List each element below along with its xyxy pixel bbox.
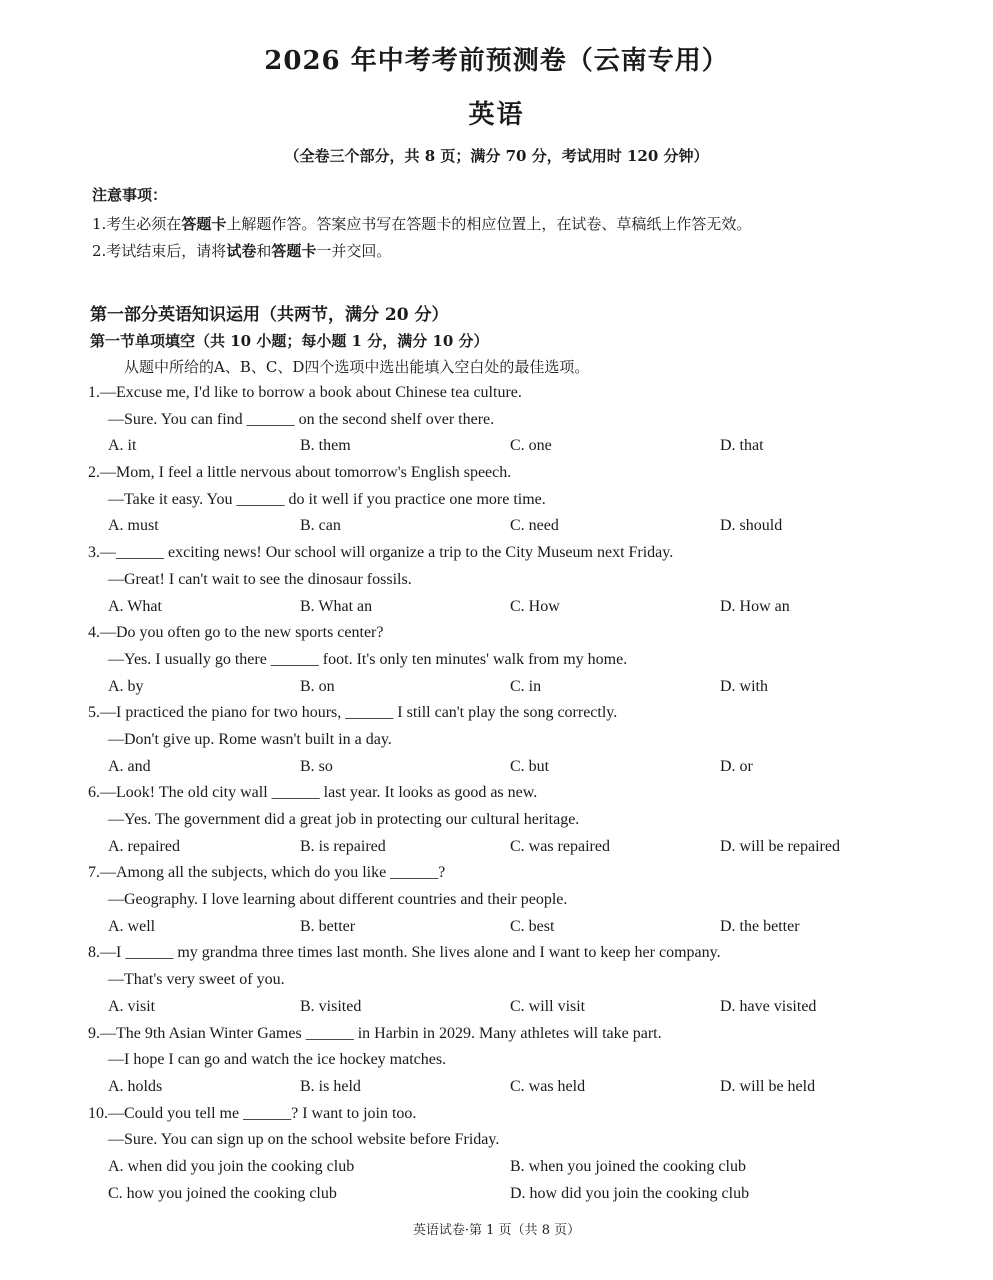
answer-option[interactable]: D. How an — [720, 597, 790, 615]
answer-option[interactable]: D. have visited — [720, 997, 817, 1015]
option-row — [88, 1181, 968, 1208]
answer-option[interactable]: A. and — [108, 757, 151, 775]
question-stem: 7.—Among all the subjects, which do you like ______? — [88, 864, 446, 882]
answer-option[interactable]: C. need — [510, 517, 559, 535]
question-stem: 5.—I practiced the piano for two hours, ______ I still can't play the song correctly. — [88, 704, 618, 722]
answer-option[interactable]: B. them — [300, 437, 351, 455]
option-row — [88, 594, 968, 621]
answer-option[interactable]: A. well — [108, 917, 156, 935]
option-row — [88, 834, 968, 861]
section-one-heading: 第一节单项填空（共 10 小题；每小题 1 分，满分 10 分） — [90, 332, 489, 350]
option-row — [88, 1154, 968, 1181]
answer-option[interactable]: A. holds — [108, 1077, 163, 1095]
answer-option[interactable]: A. it — [108, 437, 137, 455]
note-bold: 答题卡 — [271, 242, 317, 260]
page-footer: 英语试卷·第 1 页（共 8 页） — [412, 1223, 581, 1238]
answer-option[interactable]: A. visit — [108, 997, 156, 1015]
answer-option[interactable]: C. was repaired — [510, 837, 610, 855]
answer-option[interactable]: D. or — [720, 757, 753, 775]
note-bold: 答题卡 — [181, 215, 227, 233]
answer-option[interactable]: A. What — [108, 597, 162, 615]
question-list — [88, 380, 968, 1207]
question-stem: 1.—Excuse me, I'd like to borrow a book about Chinese tea culture. — [88, 384, 522, 401]
notes-block — [92, 184, 952, 265]
question-stem: 4.—Do you often go to the new sports center? — [88, 624, 384, 642]
note-text: 1.考生必须在 — [92, 215, 182, 233]
exam-info: （全卷三个部分，共 8 页；满分 70 分，考试用时 120 分钟） — [284, 147, 709, 165]
answer-option[interactable]: D. will be repaired — [720, 837, 840, 855]
question-response: —Yes. The government did a great job in protecting our cultural heritage. — [108, 811, 580, 828]
answer-option[interactable]: C. how you joined the cooking club — [108, 1184, 337, 1202]
option-row — [88, 1074, 968, 1101]
answer-option[interactable]: B. can — [300, 517, 341, 535]
answer-option[interactable]: D. should — [720, 517, 783, 535]
question-response: —Don't give up. Rome wasn't built in a day. — [108, 730, 392, 748]
answer-option[interactable]: B. when you joined the cooking club — [510, 1157, 746, 1175]
answer-option[interactable]: B. visited — [300, 997, 362, 1015]
answer-option[interactable]: D. with — [720, 677, 768, 695]
answer-option[interactable]: C. one — [510, 437, 552, 455]
answer-option[interactable]: B. on — [300, 677, 335, 695]
option-row — [88, 433, 968, 460]
answer-option[interactable]: C. How — [510, 597, 560, 615]
question-response: —Geography. I love learning about different countries and their people. — [108, 891, 568, 909]
question-response: —Yes. I usually go there ______ foot. It's only ten minutes' walk from my home. — [108, 650, 628, 668]
exam-title: 2026 年中考考前预测卷（云南专用） — [264, 46, 729, 76]
option-row — [88, 754, 968, 781]
option-row — [88, 513, 968, 540]
answer-option[interactable]: D. the better — [720, 917, 800, 935]
option-row — [88, 914, 968, 941]
answer-option[interactable]: B. is held — [300, 1077, 361, 1095]
answer-option[interactable]: D. how did you join the cooking club — [510, 1184, 750, 1202]
answer-option[interactable]: B. better — [300, 917, 356, 935]
option-row — [88, 674, 968, 701]
question-response: —Sure. You can sign up on the school website before Friday. — [108, 1131, 500, 1149]
note-line-1 — [92, 211, 952, 238]
note-text: 和 — [256, 242, 272, 260]
note-text: 2.考试结束后，请将 — [92, 242, 227, 260]
answer-option[interactable]: A. must — [108, 517, 159, 535]
note-text: 一并交回。 — [316, 242, 392, 260]
answer-option[interactable]: C. but — [510, 757, 550, 775]
question-stem: 2.—Mom, I feel a little nervous about tomorrow's English speech. — [88, 464, 512, 482]
answer-option[interactable]: B. so — [300, 757, 333, 775]
note-bold: 试卷 — [226, 242, 257, 260]
answer-option[interactable]: A. by — [108, 677, 144, 695]
answer-option[interactable]: C. best — [510, 917, 555, 935]
question-response: —That's very sweet of you. — [108, 971, 285, 989]
answer-option[interactable]: B. What an — [300, 597, 373, 615]
answer-option[interactable]: A. repaired — [108, 837, 180, 855]
question-stem: 6.—Look! The old city wall ______ last year. It looks as good as new. — [88, 784, 538, 802]
question-stem: 9.—The 9th Asian Winter Games ______ in Harbin in 2029. Many athletes will take part. — [88, 1024, 662, 1042]
answer-option[interactable]: B. is repaired — [300, 837, 386, 855]
section-instructions: 从题中所给的A、B、C、D四个选项中选出能填入空白处的最佳选项。 — [124, 358, 590, 376]
subject-title: 英语 — [468, 100, 525, 130]
note-line-2 — [92, 238, 952, 265]
note-text: 上解题作答。答案应书写在答题卡的相应位置上，在试卷、草稿纸上作答无效。 — [226, 215, 752, 233]
answer-option[interactable]: D. that — [720, 437, 764, 455]
question-stem: 3.—______ exciting news! Our school will organize a trip to the City Museum next Friday. — [88, 544, 674, 562]
question-stem: 8.—I ______ my grandma three times last month. She lives alone and I want to keep her company. — [88, 944, 721, 962]
answer-option[interactable]: C. was held — [510, 1077, 586, 1095]
question-response: —Great! I can't wait to see the dinosaur fossils. — [108, 570, 412, 588]
question-response: —I hope I can go and watch the ice hockey matches. — [108, 1051, 447, 1069]
notes-heading: 注意事项： — [92, 186, 168, 204]
answer-option[interactable]: D. will be held — [720, 1077, 816, 1095]
answer-option[interactable]: C. in — [510, 677, 542, 695]
option-row — [88, 994, 968, 1021]
question-stem: 10.—Could you tell me ______? I want to join too. — [88, 1104, 417, 1122]
answer-option[interactable]: C. will visit — [510, 997, 586, 1015]
question-response: —Take it easy. You ______ do it well if you practice one more time. — [108, 490, 546, 508]
answer-option[interactable]: A. when did you join the cooking club — [108, 1157, 355, 1175]
part-one-heading: 第一部分英语知识运用（共两节，满分 20 分） — [90, 305, 449, 325]
question-response: —Sure. You can find ______ on the second shelf over there. — [108, 410, 495, 428]
